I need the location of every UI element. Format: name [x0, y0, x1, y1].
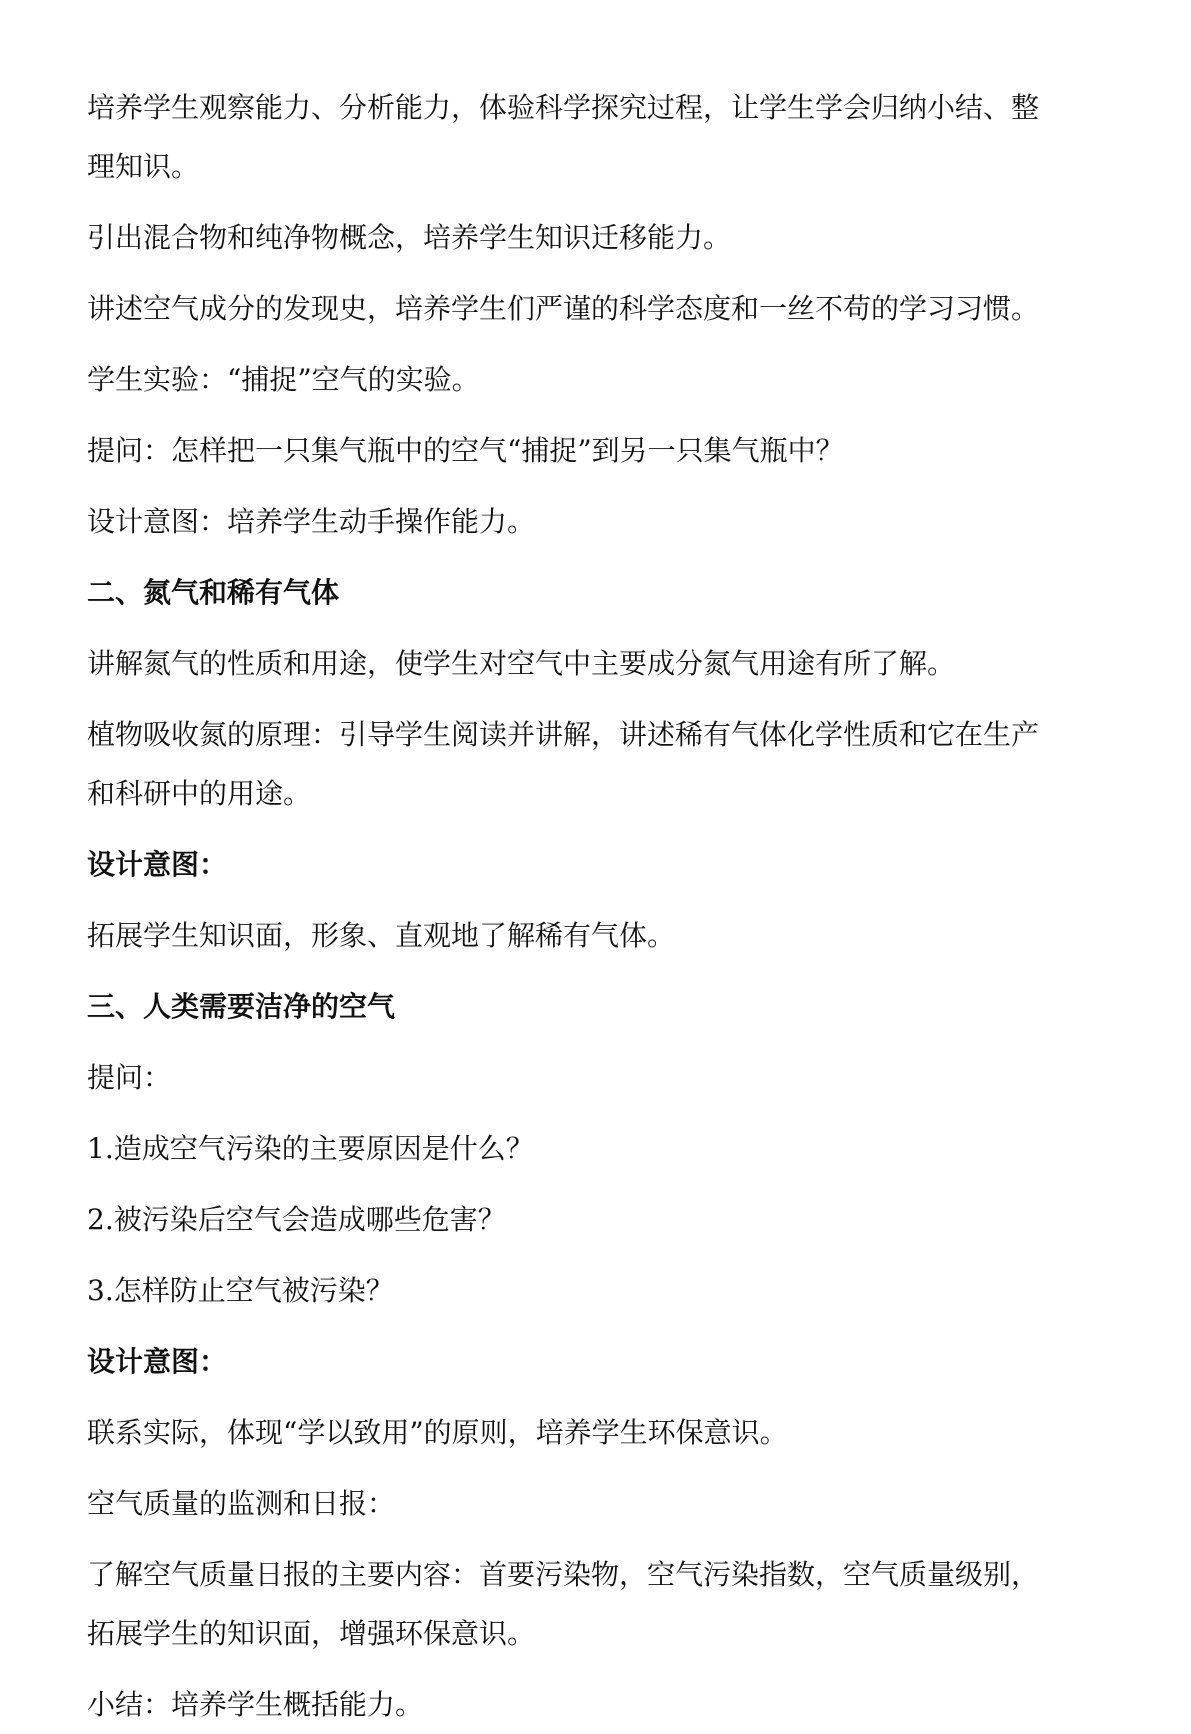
paragraph	[87, 1119, 1091, 1178]
text-line: 培养学生观察能力、分析能力，体验科学探究过程，让学生学会归纳小结、整	[87, 91, 1040, 124]
text-line: 和科研中的用途。	[87, 777, 312, 810]
paragraph	[87, 705, 1091, 823]
paragraph	[87, 350, 1091, 409]
text-line: 引出混合物和纯净物概念，培养学生知识迁移能力。	[87, 221, 732, 254]
paragraph	[87, 1048, 1091, 1107]
text-line: 讲述空气成分的发现史，培养学生们严谨的科学态度和一丝不苟的学习习惯。	[87, 292, 1040, 325]
text-line: 3.怎样防止空气被污染？	[87, 1274, 394, 1307]
text-line: 讲解氮气的性质和用途，使学生对空气中主要成分氮气用途有所了解。	[87, 647, 956, 680]
text-line: 拓展学生的知识面，增强环保意识。	[87, 1617, 536, 1650]
paragraph	[87, 1474, 1091, 1533]
text-line: 设计意图：	[87, 1345, 228, 1378]
text-line: 空气质量的监测和日报：	[87, 1487, 396, 1520]
text-line: 三、人类需要洁净的空气	[87, 990, 396, 1023]
section-heading	[87, 563, 1091, 622]
text-line: 设计意图：	[87, 848, 228, 881]
paragraph	[87, 1190, 1091, 1249]
section-heading	[87, 1332, 1091, 1391]
text-line: 提问：	[87, 1061, 172, 1094]
paragraph	[87, 208, 1091, 267]
text-line: 二、氮气和稀有气体	[87, 576, 340, 609]
paragraph	[87, 1261, 1091, 1320]
paragraph	[87, 634, 1091, 693]
paragraph	[87, 906, 1091, 965]
text-line: 理知识。	[87, 150, 200, 183]
text-line: 拓展学生知识面，形象、直观地了解稀有气体。	[87, 919, 676, 952]
section-heading	[87, 977, 1091, 1036]
paragraph	[87, 78, 1091, 196]
text-line: 小结：培养学生概括能力。	[87, 1688, 424, 1721]
text-line: 1.造成空气污染的主要原因是什么？	[87, 1132, 534, 1165]
document-body	[87, 78, 1091, 1734]
paragraph	[87, 492, 1091, 551]
text-line: 了解空气质量日报的主要内容：首要污染物，空气污染指数，空气质量级别，	[87, 1558, 1040, 1591]
paragraph	[87, 1545, 1091, 1663]
text-line: 联系实际，体现“学以致用”的原则，培养学生环保意识。	[87, 1416, 788, 1449]
text-line: 学生实验：“捕捉”空气的实验。	[87, 363, 480, 396]
text-line: 2.被污染后空气会造成哪些危害？	[87, 1203, 506, 1236]
section-heading	[87, 835, 1091, 894]
paragraph	[87, 1403, 1091, 1462]
text-line: 植物吸收氮的原理：引导学生阅读并讲解，讲述稀有气体化学性质和它在生产	[87, 718, 1040, 751]
text-line: 设计意图：培养学生动手操作能力。	[87, 505, 536, 538]
text-line: 提问：怎样把一只集气瓶中的空气“捕捉”到另一只集气瓶中？	[87, 434, 844, 467]
paragraph	[87, 421, 1091, 480]
paragraph	[87, 279, 1091, 338]
